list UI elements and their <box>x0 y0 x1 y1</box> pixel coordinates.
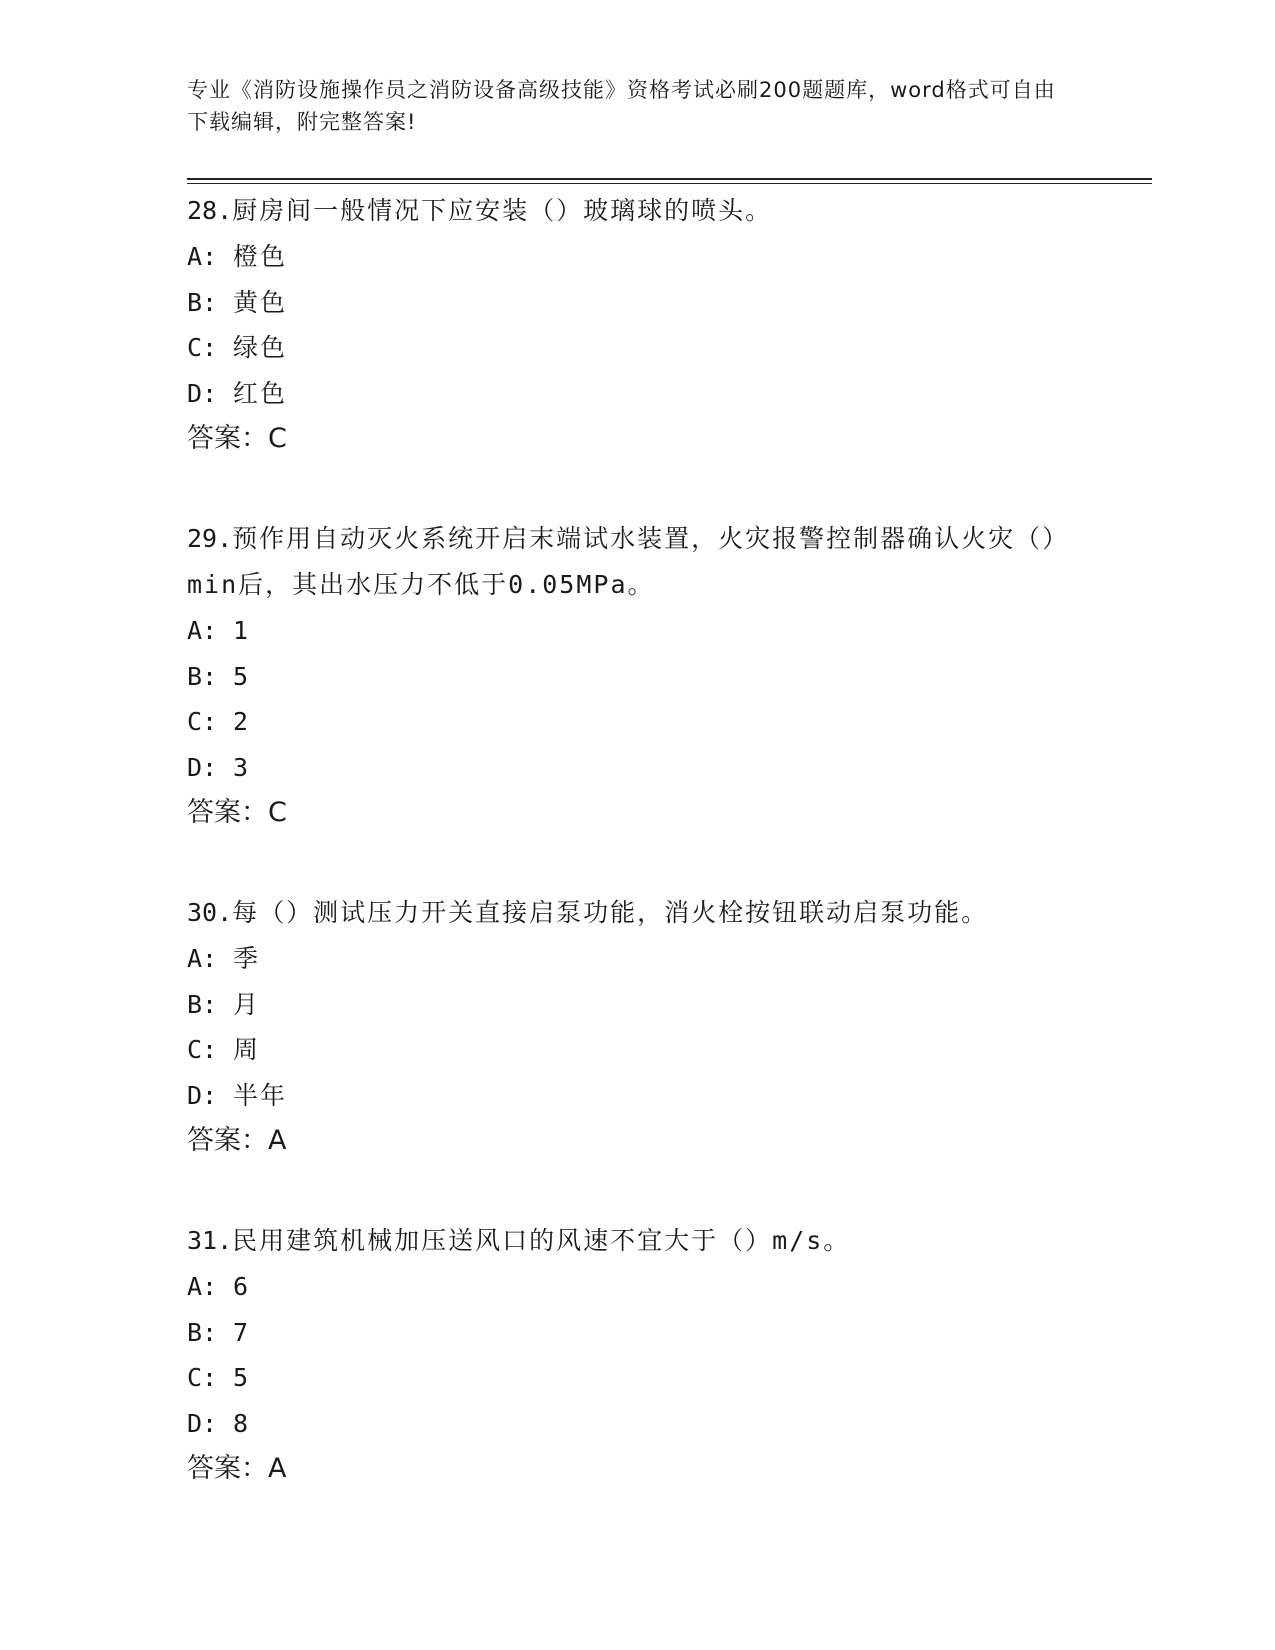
option-a <box>187 936 1087 982</box>
answer-label: 答案： <box>187 1125 268 1156</box>
option-text: 6 <box>233 1272 251 1301</box>
option-letter: C: <box>187 1363 218 1392</box>
option-letter: B: <box>187 661 218 691</box>
option-c <box>187 699 1087 745</box>
option-text: 7 <box>233 1317 251 1347</box>
question-text: 厨房间一般情况下应安装（）玻璃球的喷头。 <box>232 196 773 225</box>
option-text: 2 <box>233 707 251 736</box>
option-a <box>187 608 1087 654</box>
option-b <box>187 982 1087 1028</box>
option-text: 黄色 <box>233 287 288 317</box>
option-text: 红色 <box>233 378 288 408</box>
option-text: 1 <box>233 616 251 645</box>
option-letter: D: <box>187 378 218 408</box>
answer-value: A <box>268 1453 287 1484</box>
option-letter: A: <box>187 616 218 645</box>
answer-line <box>187 1446 1087 1492</box>
option-letter: C: <box>187 1035 218 1064</box>
answer-value: C <box>268 797 287 828</box>
option-list <box>187 1264 1087 1446</box>
option-text: 半年 <box>233 1080 288 1110</box>
option-text: 5 <box>233 1363 251 1392</box>
option-letter: A: <box>187 1272 218 1301</box>
option-d <box>187 1401 1087 1447</box>
question-stem <box>187 516 1087 608</box>
option-text: 8 <box>233 1408 251 1438</box>
option-text: 周 <box>233 1035 261 1064</box>
option-letter: B: <box>187 1317 218 1347</box>
option-text: 3 <box>233 752 251 782</box>
option-list <box>187 608 1087 790</box>
question-number: 30. <box>187 898 233 927</box>
option-d <box>187 745 1087 791</box>
option-a <box>187 234 1087 280</box>
answer-value: C <box>268 423 287 454</box>
option-b <box>187 654 1087 700</box>
question-stem <box>187 188 1087 234</box>
option-text: 月 <box>233 989 261 1019</box>
option-c <box>187 1355 1087 1401</box>
option-letter: B: <box>187 989 218 1019</box>
option-text: 绿色 <box>233 333 288 362</box>
question-28 <box>187 188 1087 462</box>
question-text: 每（）测试压力开关直接启泵功能，消火栓按钮联动启泵功能。 <box>232 898 989 927</box>
question-number: 29. <box>187 524 233 553</box>
question-stem <box>187 890 1087 936</box>
option-letter: C: <box>187 333 218 362</box>
question-text: 民用建筑机械加压送风口的风速不宜大于（）m/s。 <box>232 1226 851 1255</box>
answer-line <box>187 416 1087 462</box>
question-29 <box>187 516 1087 836</box>
question-list <box>187 188 1087 1546</box>
question-31 <box>187 1218 1087 1492</box>
answer-line <box>187 790 1087 836</box>
answer-value: A <box>268 1125 287 1156</box>
question-number: 31. <box>187 1226 233 1255</box>
question-number: 28. <box>187 196 233 225</box>
question-stem <box>187 1218 1087 1264</box>
question-30 <box>187 890 1087 1164</box>
option-text: 5 <box>233 661 251 691</box>
option-letter: B: <box>187 287 218 317</box>
option-b <box>187 1310 1087 1356</box>
answer-label: 答案： <box>187 423 268 454</box>
option-letter: A: <box>187 944 218 973</box>
option-d <box>187 371 1087 417</box>
option-c <box>187 1027 1087 1073</box>
option-b <box>187 280 1087 326</box>
option-text: 季 <box>233 944 261 973</box>
option-d <box>187 1073 1087 1119</box>
option-letter: D: <box>187 752 218 782</box>
option-letter: A: <box>187 242 218 271</box>
answer-label: 答案： <box>187 797 268 828</box>
option-list <box>187 234 1087 416</box>
option-text: 橙色 <box>233 242 288 271</box>
option-letter: D: <box>187 1080 218 1110</box>
option-letter: C: <box>187 707 218 736</box>
answer-line <box>187 1118 1087 1164</box>
option-a <box>187 1264 1087 1310</box>
option-c <box>187 325 1087 371</box>
question-text: 预作用自动灭火系统开启末端试水装置，火灾报警控制器确认火灾（）min后，其出水压力不低于0.05MPa。 <box>187 524 1070 599</box>
header-divider <box>187 178 1152 184</box>
option-list <box>187 936 1087 1118</box>
document-header: 专业《消防设施操作员之消防设备高级技能》资格考试必刷200题题库，word格式可自由下载编辑，附完整答案! <box>187 78 1056 134</box>
answer-label: 答案： <box>187 1453 268 1484</box>
option-letter: D: <box>187 1408 218 1438</box>
